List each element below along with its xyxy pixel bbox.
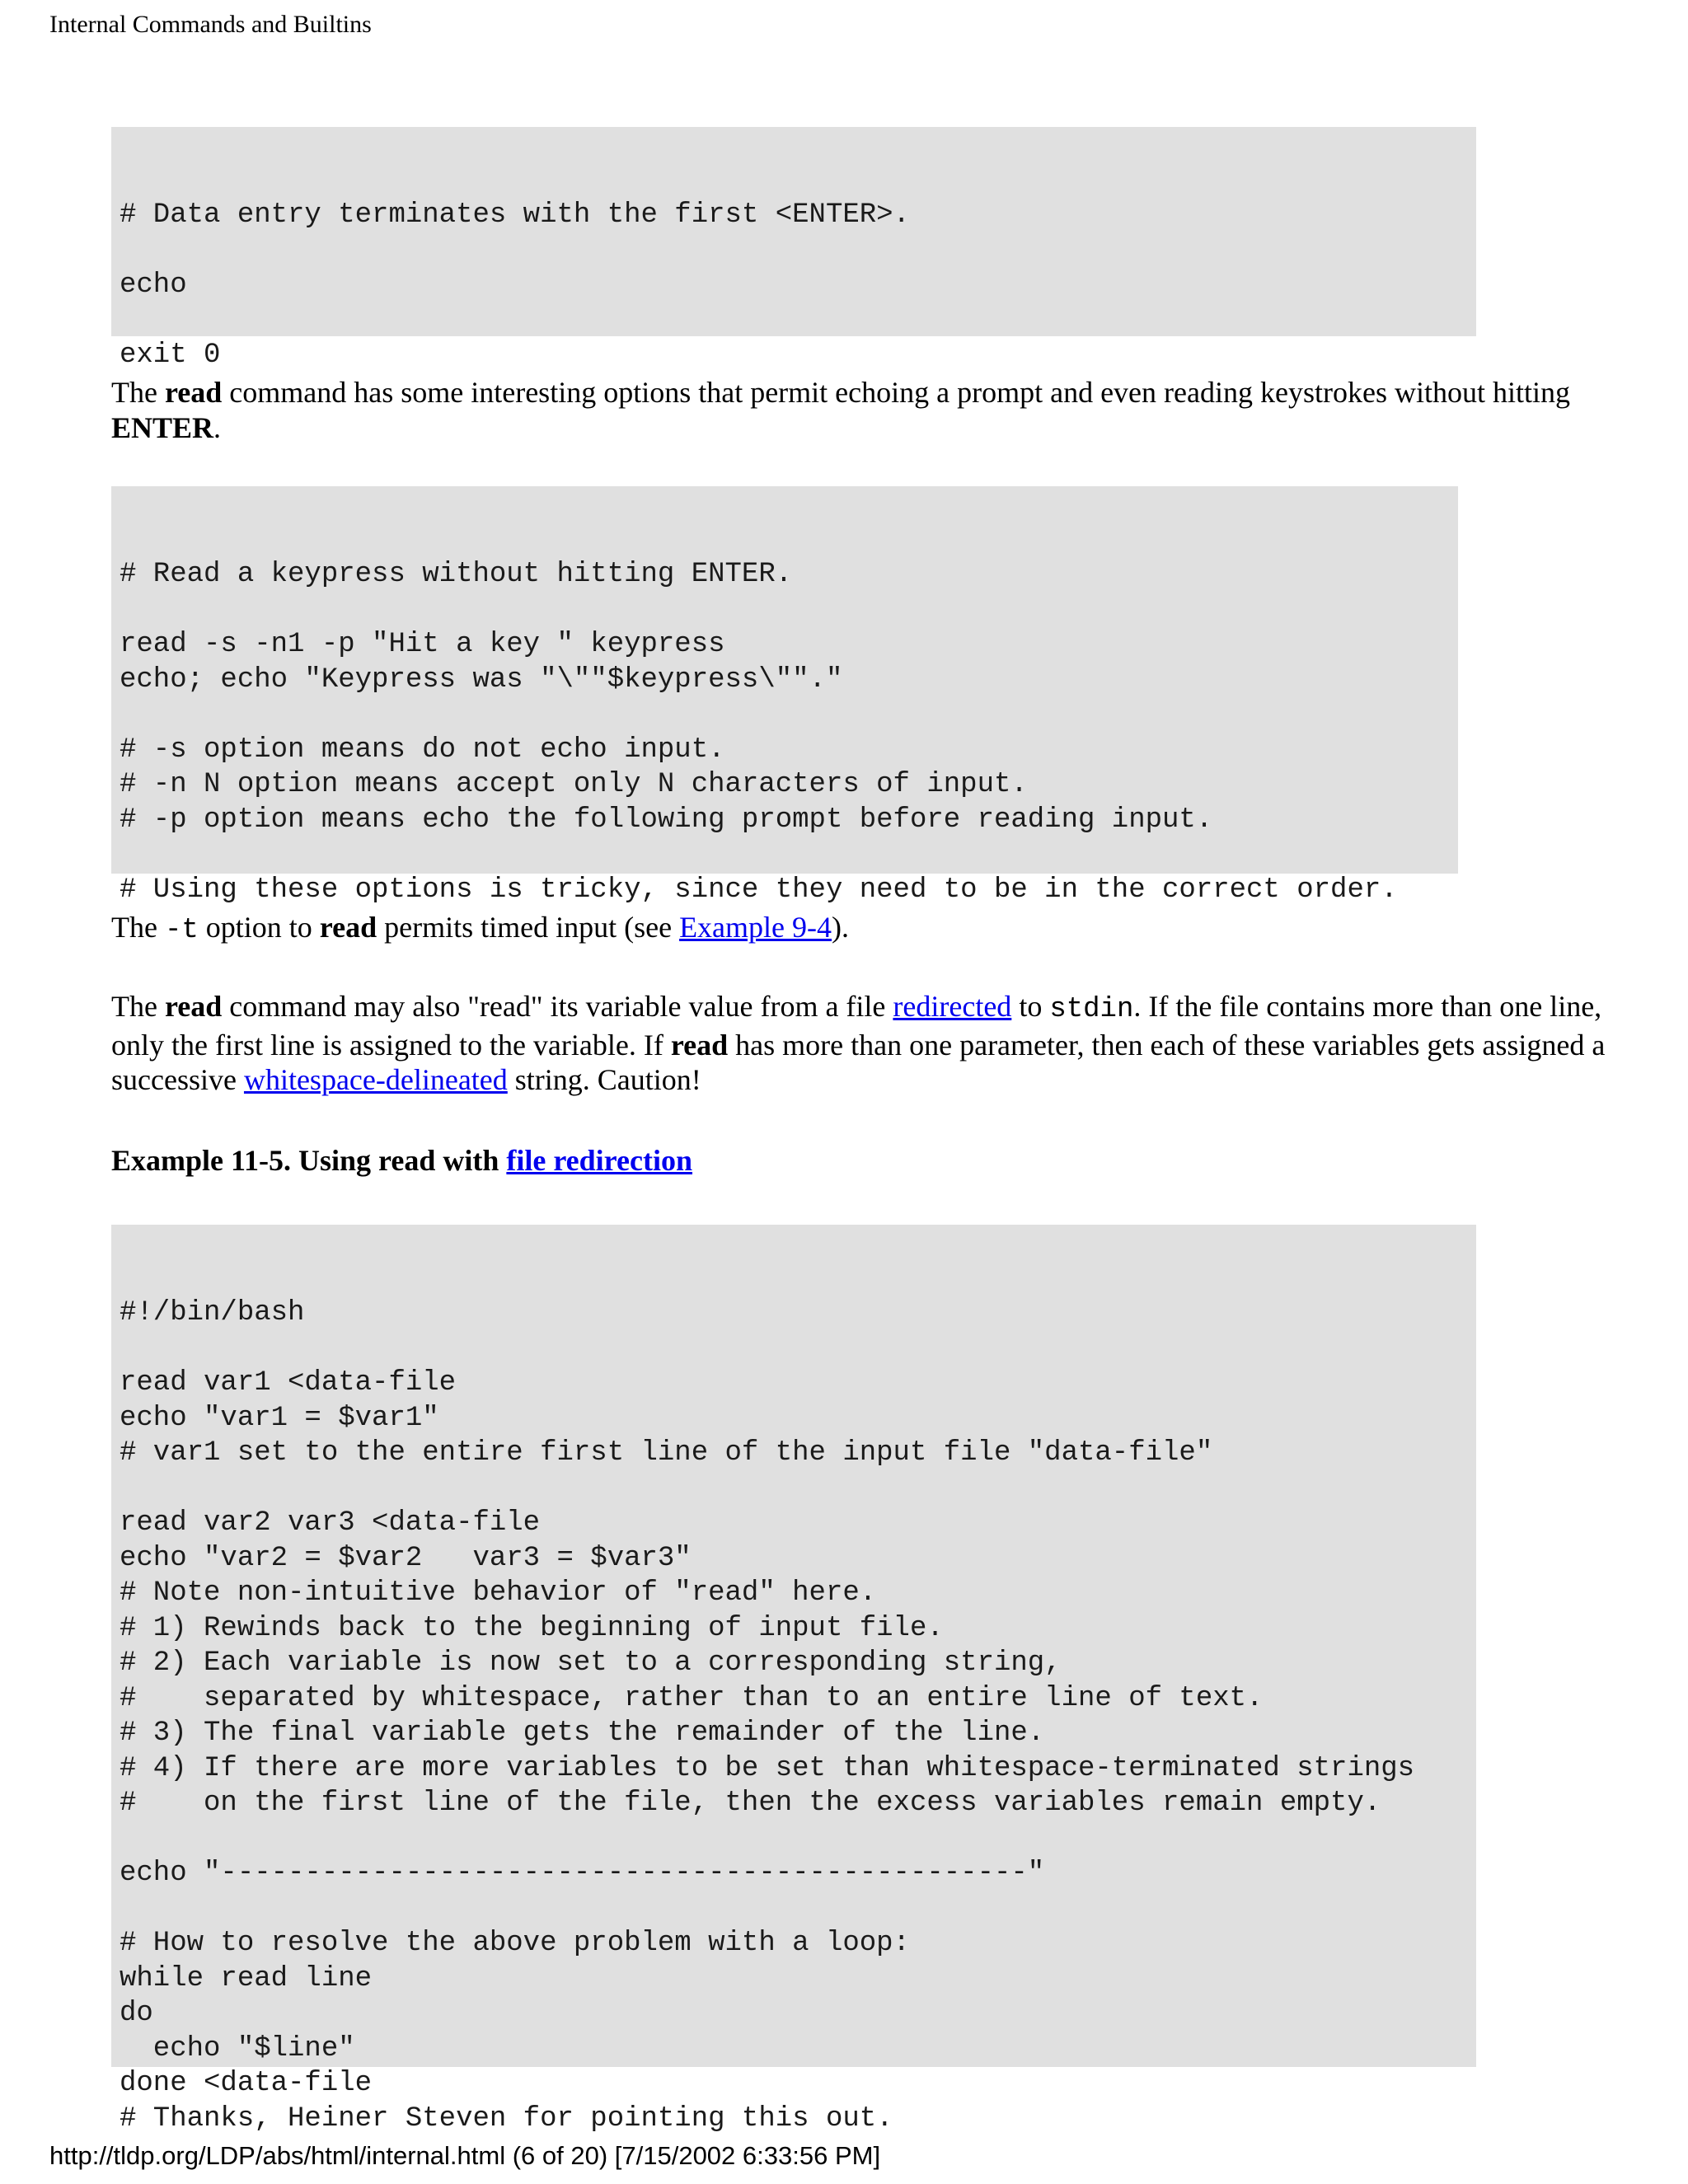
code-text: #!/bin/bash read var1 <data-file echo "var1 = $var1" # var1 set to the entire first line of the input file "data-file" read var2 var3 <data-file echo "var2 = $var2 var3 = $var3" # Note non-intuitive behavior of "read" here. # 1) Rewinds back to the beginning of input file. # 2) Each variable is now set to a corresponding string, # separated by whitespace, rather than to an entire line of text. # 3) The final variable gets the remainder of the line. # 4) If there are more variables to be set than whitespace-terminated strings # on the first line of the file, then the excess variables remain empty. echo "------------------------------------------------" # How to resolve the above problem with a loop: while read line do echo "$line" done <data-file # Thanks, Heiner Steven for pointing this out. [120,1297,1415,2135]
code-block-data-entry [111,127,1476,371]
stdin-name: stdin [1049,994,1134,1025]
text: command may also "read" its variable value from a file [222,990,893,1023]
example-9-4-link[interactable]: Example 9-4 [679,911,832,944]
text: string. Caution! [507,1063,701,1096]
example-title-text: Example 11-5. Using read with [111,1144,507,1177]
command-name: read [164,990,223,1023]
paragraph-read-redirect [111,989,1644,1098]
paragraph-timed-input [111,910,1595,949]
text: . If the file contains more than one line, only the first line is assigned to the variable. If [111,990,1602,1062]
command-name: read [670,1028,729,1062]
code-text: # Data entry terminates with the first <ENTER>. echo exit 0 [120,199,910,371]
text: . [213,410,222,444]
option-name: -t [164,915,199,946]
text: to [1011,990,1050,1023]
whitespace-delineated-link[interactable]: whitespace-delineated [243,1063,508,1096]
text: has more than one parameter, then each of these variables gets assigned a successive [111,1028,1606,1096]
page-header-title: Internal Commands and Builtins [49,11,372,38]
text: The [111,376,165,409]
text: ). [832,911,850,944]
code-text: # Read a keypress without hitting ENTER. read -s -n1 -p "Hit a key " keypress echo; echo "Keypress was "\""$keypress\""." # -s option means do not echo input. # -n N option means accept only N characters of input. # -p option means echo the following prompt before reading input. # Using these options is tricky, since they need to be in the correct order. [120,559,1398,906]
file-redirection-link[interactable]: file redirection [506,1144,692,1177]
redirected-link[interactable]: redirected [893,990,1012,1023]
text: option to [198,911,320,944]
text: The [111,990,165,1023]
code-block-keypress [111,486,1458,906]
text: command has some interesting options that permit echoing a prompt and even reading keystrokes without hitting [222,376,1570,409]
command-name: read [319,911,377,944]
page-footer-url: http://tldp.org/LDP/abs/html/internal.html (6 of 20) [7/15/2002 6:33:56 PM] [49,2141,881,2170]
text: permits timed input (see [377,911,680,944]
paragraph-read-options [111,375,1595,445]
code-block-example-11-5 [111,1225,1476,2135]
text: The [111,911,165,944]
key-name: ENTER [111,410,214,444]
example-title [111,1143,692,1179]
command-name: read [164,376,223,409]
